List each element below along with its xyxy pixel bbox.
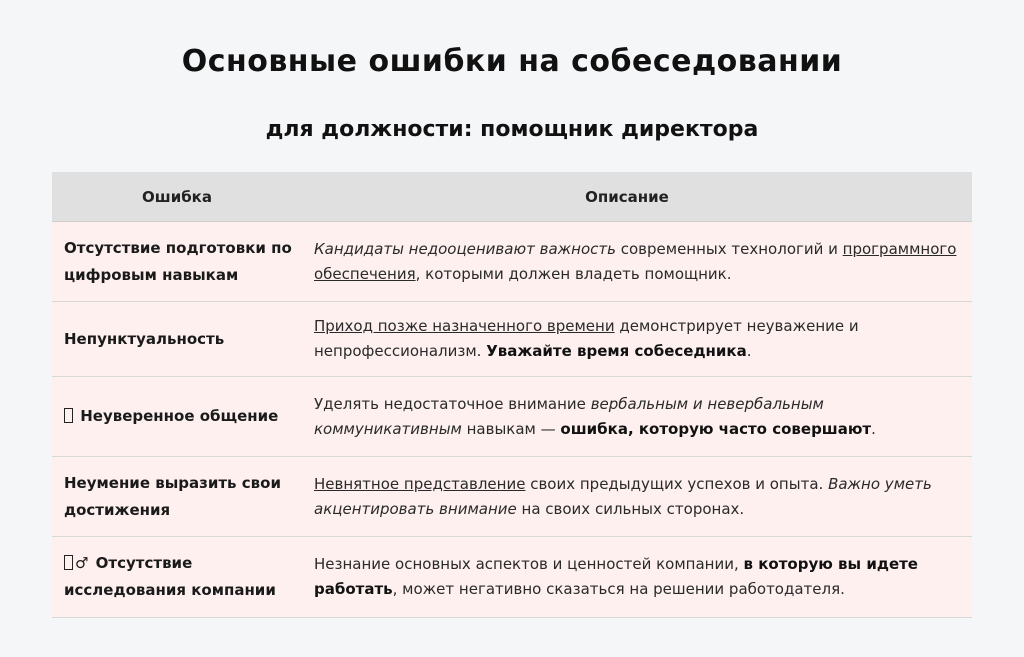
error-label: Отсутствие подготовки по цифровым навыкам — [64, 238, 292, 284]
error-cell — [52, 326, 302, 353]
desc-part: , которыми должен владеть помощник. — [415, 264, 732, 283]
desc-part: . — [871, 419, 876, 438]
error-label: Неуверенное общение — [75, 407, 279, 425]
error-cell — [52, 235, 302, 289]
desc-part: , может негативно сказаться на решении работодателя. — [392, 580, 845, 598]
desc-part: вербальным и невербальным коммуникативным — [314, 394, 824, 438]
table-row — [52, 222, 972, 302]
desc-part: современных технологий и — [615, 239, 843, 258]
error-cell — [52, 470, 302, 524]
table-header — [52, 172, 972, 222]
page-title: Основные ошибки на собеседовании — [181, 44, 843, 79]
error-cell — [52, 550, 302, 604]
description-cell — [302, 552, 972, 602]
desc-part: Важно уметь акцентировать внимание — [314, 474, 932, 518]
desc-part: Кандидаты недооценивают важность — [314, 239, 616, 258]
unknown-glyph-icon — [64, 555, 73, 570]
desc-part: своих предыдущих успехов и опыта. — [525, 474, 829, 493]
error-label: Отсутствие исследования компании — [64, 554, 276, 599]
desc-part: навыкам — — [461, 419, 561, 438]
desc-part: на своих сильных сторонах. — [516, 499, 745, 518]
error-label: Непунктуальность — [64, 329, 225, 348]
description-cell — [302, 237, 972, 287]
page-subtitle: для должности: помощник директора — [265, 117, 759, 142]
desc-part: Невнятное представление — [314, 474, 526, 493]
errors-table — [52, 172, 972, 618]
error-label: Неумение выразить свои достижения — [64, 473, 281, 519]
desc-part: Приход позже назначенного времени — [314, 317, 615, 335]
desc-part: Незнание основных аспектов и ценностей компании, — [314, 555, 744, 573]
desc-part: ошибка, которую часто совершают — [560, 419, 872, 438]
table-row — [52, 302, 972, 377]
column-header-description: Описание — [585, 187, 669, 206]
desc-part: в которую вы идете работать — [314, 555, 918, 598]
desc-part: программного обеспечения — [314, 239, 957, 283]
column-header-error: Ошибка — [142, 187, 212, 206]
desc-part: . — [746, 342, 752, 360]
error-cell — [52, 403, 302, 430]
table-row — [52, 377, 972, 457]
desc-part: демонстрирует неуважение и непрофессионализм. — [314, 317, 859, 360]
table-row — [52, 537, 972, 618]
description-cell — [302, 314, 972, 364]
male-sign-icon: ♂ — [75, 554, 89, 572]
desc-part: Уважайте время собеседника — [486, 342, 747, 360]
unknown-glyph-icon — [64, 408, 73, 423]
description-cell — [302, 472, 972, 522]
desc-part: Уделять недостаточное внимание — [314, 394, 591, 413]
description-cell — [302, 392, 972, 442]
table-row — [52, 457, 972, 537]
